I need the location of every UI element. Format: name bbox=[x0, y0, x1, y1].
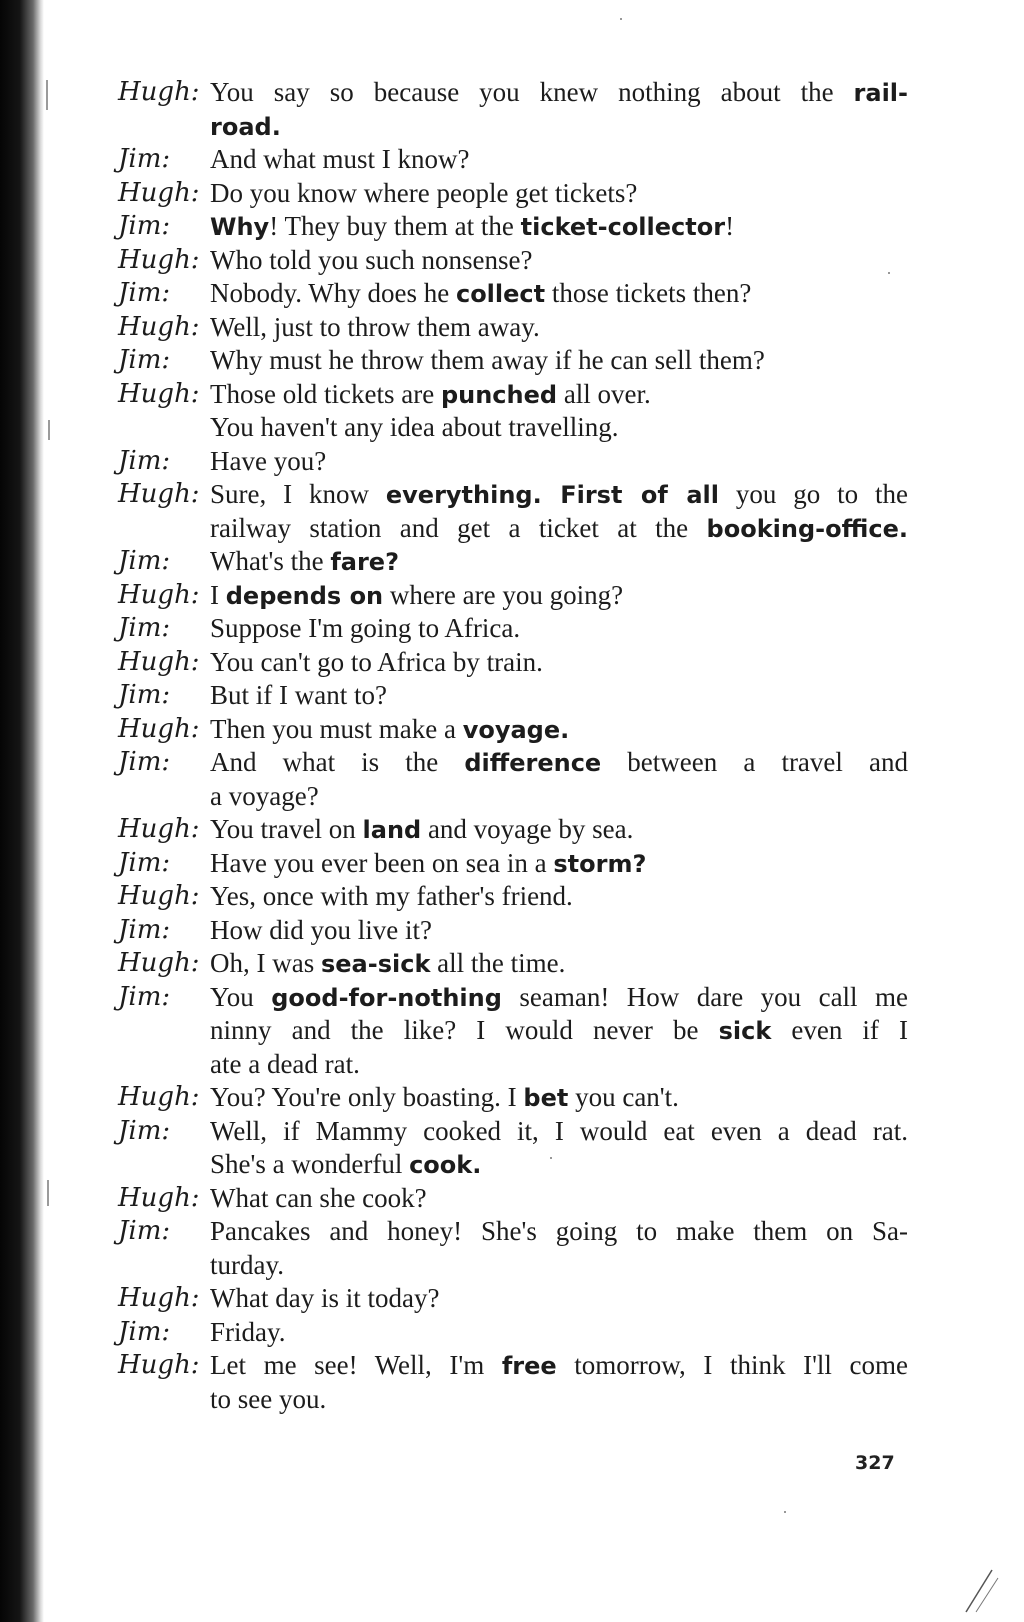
vocabulary-term: land bbox=[362, 816, 422, 844]
text-segment: those tickets then? bbox=[545, 278, 752, 308]
text-segment: And what is the bbox=[210, 747, 465, 777]
text-segment: you can't. bbox=[568, 1082, 679, 1112]
paper-speck bbox=[620, 18, 622, 20]
vocabulary-term: good-for-nothing bbox=[271, 983, 502, 1012]
line-text bbox=[210, 746, 908, 781]
speaker-name: Jim: bbox=[118, 981, 171, 1012]
line-text bbox=[210, 813, 908, 848]
line-text bbox=[210, 981, 908, 1016]
dialogue-line bbox=[118, 1282, 908, 1316]
line-text bbox=[210, 1081, 908, 1116]
page-binding-shadow bbox=[0, 0, 44, 1622]
text-segment: You say so because you knew nothing about the bbox=[210, 77, 854, 107]
speaker-name: Hugh: bbox=[118, 1283, 200, 1313]
dialogue-line bbox=[118, 1014, 908, 1048]
dialogue-line bbox=[118, 1182, 908, 1216]
speaker-name: Hugh: bbox=[118, 814, 200, 844]
line-text bbox=[210, 1182, 908, 1216]
speaker-name: Hugh: bbox=[118, 713, 200, 744]
vocabulary-term: storm? bbox=[553, 849, 647, 878]
line-text bbox=[210, 445, 908, 479]
dialogue-line bbox=[118, 344, 908, 378]
speaker-name: Jim: bbox=[118, 445, 171, 476]
dialogue-line bbox=[118, 1115, 908, 1149]
speaker-name: Hugh: bbox=[118, 378, 200, 409]
line-text bbox=[210, 1014, 908, 1049]
dialogue-line bbox=[118, 445, 908, 479]
vocabulary-term: Why bbox=[210, 213, 270, 241]
text-segment: even if I bbox=[771, 1015, 908, 1045]
text-segment: What day is it today? bbox=[210, 1283, 440, 1313]
speaker-name: Jim: bbox=[118, 680, 171, 710]
speaker-name: Hugh: bbox=[118, 1182, 200, 1213]
text-segment: ! They buy them at the bbox=[269, 211, 521, 241]
line-text bbox=[210, 947, 908, 982]
line-text bbox=[210, 411, 908, 445]
dialogue-line bbox=[118, 1383, 908, 1417]
binding-speck bbox=[47, 1180, 49, 1206]
dialogue-line bbox=[118, 277, 908, 311]
vocabulary-term: free bbox=[501, 1352, 557, 1380]
dialogue-line bbox=[118, 579, 908, 613]
text-segment: She's a wonderful bbox=[210, 1149, 410, 1179]
speaker-name: Hugh: bbox=[118, 311, 200, 342]
text-segment: You? You're only boasting. I bbox=[210, 1082, 524, 1112]
dialogue-line bbox=[118, 378, 908, 412]
dialogue-line bbox=[118, 1148, 908, 1182]
dialogue-line bbox=[118, 143, 908, 177]
text-segment: You can't go to Africa by train. bbox=[210, 646, 543, 677]
line-text bbox=[210, 880, 908, 914]
speaker-name: Hugh: bbox=[118, 177, 200, 208]
line-text bbox=[210, 545, 908, 580]
dialogue-line bbox=[118, 780, 908, 814]
line-text bbox=[210, 1349, 908, 1384]
line-text bbox=[210, 713, 908, 748]
speaker-name: Jim: bbox=[118, 1216, 171, 1246]
speaker-name: Jim: bbox=[118, 847, 171, 878]
speaker-name: Hugh: bbox=[118, 579, 200, 610]
vocabulary-term: sea-sick bbox=[320, 950, 431, 978]
text-segment: Oh, I was bbox=[210, 948, 321, 978]
dialogue-line bbox=[118, 311, 908, 345]
vocabulary-term: depends on bbox=[225, 581, 384, 610]
text-segment: And what must I know? bbox=[210, 144, 470, 174]
line-text bbox=[210, 110, 908, 145]
dialogue-line bbox=[118, 914, 908, 948]
speaker-name: Jim: bbox=[118, 1316, 171, 1347]
text-segment: I bbox=[210, 579, 226, 610]
text-segment: ate a dead rat. bbox=[210, 1048, 360, 1079]
text-segment: How did you live it? bbox=[210, 914, 432, 945]
text-segment: What can she cook? bbox=[210, 1182, 427, 1213]
text-segment: where are you going? bbox=[383, 579, 624, 610]
text-segment: You haven't any idea about travelling. bbox=[210, 412, 619, 442]
line-text bbox=[210, 646, 908, 680]
dialogue-line bbox=[118, 1081, 908, 1115]
text-segment: to see you. bbox=[210, 1383, 327, 1414]
line-text bbox=[210, 143, 908, 177]
vocabulary-term: sick bbox=[718, 1017, 772, 1045]
line-text bbox=[210, 914, 908, 948]
text-segment: Well, just to throw them away. bbox=[210, 311, 540, 342]
dialogue-line bbox=[118, 813, 908, 847]
text-segment: Sure, I know bbox=[210, 479, 386, 509]
text-segment: Those old tickets are bbox=[210, 378, 441, 409]
vocabulary-term: punched bbox=[440, 380, 558, 409]
paper-speck bbox=[784, 1511, 786, 1513]
line-text bbox=[210, 177, 908, 211]
speaker-name: Hugh: bbox=[118, 948, 200, 978]
text-segment: Pancakes and honey! She's going to make them on Sa- bbox=[210, 1216, 908, 1246]
vocabulary-term: ticket-collector bbox=[520, 213, 726, 241]
speaker-name: Hugh: bbox=[118, 479, 200, 509]
line-text bbox=[210, 679, 908, 713]
speaker-name: Hugh: bbox=[118, 646, 200, 677]
binding-speck bbox=[48, 420, 50, 440]
text-segment: turday. bbox=[210, 1249, 284, 1280]
text-segment: Yes, once with my father's friend. bbox=[210, 881, 573, 911]
line-text bbox=[210, 1282, 908, 1316]
line-text bbox=[210, 579, 908, 614]
line-text bbox=[210, 1316, 908, 1350]
dialogue-line bbox=[118, 1316, 908, 1350]
text-segment: ! bbox=[725, 211, 735, 241]
line-text bbox=[210, 1048, 908, 1082]
vocabulary-term: difference bbox=[464, 749, 602, 777]
text-segment: Well, if Mammy cooked it, I would eat even a dead rat. bbox=[210, 1115, 908, 1146]
dialogue-line bbox=[118, 1249, 908, 1283]
speaker-name: Hugh: bbox=[118, 244, 200, 275]
dialogue-line bbox=[118, 1048, 908, 1082]
speaker-name: Hugh: bbox=[118, 881, 200, 911]
text-segment: Who told you such nonsense? bbox=[210, 244, 533, 275]
text-segment: Have you? bbox=[210, 445, 327, 476]
dialogue-line bbox=[118, 612, 908, 646]
text-segment: all the time. bbox=[430, 948, 566, 978]
text-segment: You travel on bbox=[210, 814, 363, 844]
vocabulary-term: booking-office. bbox=[706, 514, 908, 543]
text-segment: But if I want to? bbox=[210, 680, 387, 710]
dialogue-line bbox=[118, 244, 908, 278]
dialogue-line bbox=[118, 646, 908, 680]
line-text bbox=[210, 612, 908, 646]
dialogue-line bbox=[118, 847, 908, 881]
speaker-name: Hugh: bbox=[118, 1082, 200, 1112]
line-text bbox=[210, 311, 908, 345]
line-text bbox=[210, 76, 908, 111]
text-segment: tomorrow, I think I'll come bbox=[556, 1350, 908, 1380]
text-segment: seaman! How dare you call me bbox=[501, 981, 908, 1012]
line-text bbox=[210, 780, 908, 814]
dialogue-line bbox=[118, 210, 908, 244]
line-text bbox=[210, 210, 908, 245]
line-text bbox=[210, 378, 908, 413]
dialogue-line bbox=[118, 110, 908, 144]
text-segment: you go to the bbox=[718, 479, 908, 509]
text-segment: all over. bbox=[557, 378, 651, 409]
vocabulary-term: fare? bbox=[330, 548, 399, 576]
speaker-name: Jim: bbox=[118, 211, 171, 241]
line-text bbox=[210, 344, 908, 378]
line-text bbox=[210, 277, 908, 312]
page-number: 327 bbox=[855, 1452, 895, 1474]
text-segment: between a travel and bbox=[601, 747, 908, 777]
dialogue-line bbox=[118, 1349, 908, 1383]
dialogue-line bbox=[118, 177, 908, 211]
dialogue-line bbox=[118, 880, 908, 914]
line-text bbox=[210, 1383, 908, 1417]
speaker-name: Hugh: bbox=[118, 1350, 200, 1380]
text-segment: railway station and get a ticket at the bbox=[210, 512, 707, 543]
binding-speck bbox=[46, 80, 48, 110]
line-text bbox=[210, 1215, 908, 1249]
vocabulary-term: road. bbox=[210, 112, 281, 141]
speaker-name: Jim: bbox=[118, 144, 171, 174]
text-segment: a voyage? bbox=[210, 780, 319, 811]
text-segment: Friday. bbox=[210, 1316, 286, 1347]
text-segment: Suppose I'm going to Africa. bbox=[210, 613, 521, 643]
dialogue-line bbox=[118, 76, 908, 110]
vocabulary-term: bet bbox=[523, 1084, 569, 1112]
text-segment: You bbox=[210, 981, 272, 1012]
text-segment: Nobody. Why does he bbox=[210, 278, 456, 308]
speaker-name: Jim: bbox=[118, 747, 171, 777]
dialogue-line bbox=[118, 679, 908, 713]
dialogue-line bbox=[118, 411, 908, 445]
speaker-name: Jim: bbox=[118, 914, 171, 945]
speaker-name: Jim: bbox=[118, 1115, 171, 1146]
vocabulary-term: collect bbox=[455, 280, 546, 308]
speaker-name: Hugh: bbox=[118, 77, 200, 107]
vocabulary-term: everything. First of all bbox=[385, 481, 719, 509]
text-segment: Let me see! Well, I'm bbox=[210, 1350, 502, 1380]
speaker-name: Jim: bbox=[118, 345, 171, 375]
line-text bbox=[210, 244, 908, 278]
text-segment: What's the bbox=[210, 546, 331, 576]
vocabulary-term: voyage. bbox=[462, 715, 570, 744]
speaker-name: Jim: bbox=[118, 613, 171, 643]
line-text bbox=[210, 847, 908, 882]
speaker-name: Jim: bbox=[118, 278, 171, 308]
page-corner-mark bbox=[962, 1566, 1002, 1614]
dialogue-line bbox=[118, 1215, 908, 1249]
dialogue-line bbox=[118, 981, 908, 1015]
speaker-name: Jim: bbox=[118, 546, 171, 576]
dialogue-line bbox=[118, 947, 908, 981]
dialogue-line bbox=[118, 746, 908, 780]
line-text bbox=[210, 1249, 908, 1283]
line-text bbox=[210, 1115, 908, 1149]
line-text bbox=[210, 1148, 908, 1183]
line-text bbox=[210, 478, 908, 513]
vocabulary-term: rail- bbox=[853, 79, 908, 107]
text-segment: Then you must make a bbox=[210, 713, 463, 744]
text-segment: Why must he throw them away if he can sell them? bbox=[210, 345, 765, 375]
dialogue-line bbox=[118, 512, 908, 546]
text-segment: and voyage by sea. bbox=[421, 814, 634, 844]
dialogue-line bbox=[118, 713, 908, 747]
dialogue-text bbox=[118, 76, 908, 1416]
dialogue-line bbox=[118, 478, 908, 512]
text-segment: Do you know where people get tickets? bbox=[210, 177, 638, 208]
text-segment: Have you ever been on sea in a bbox=[210, 847, 554, 878]
dialogue-line bbox=[118, 545, 908, 579]
vocabulary-term: cook. bbox=[409, 1151, 482, 1179]
text-segment: ninny and the like? I would never be bbox=[210, 1015, 719, 1045]
line-text bbox=[210, 512, 908, 547]
